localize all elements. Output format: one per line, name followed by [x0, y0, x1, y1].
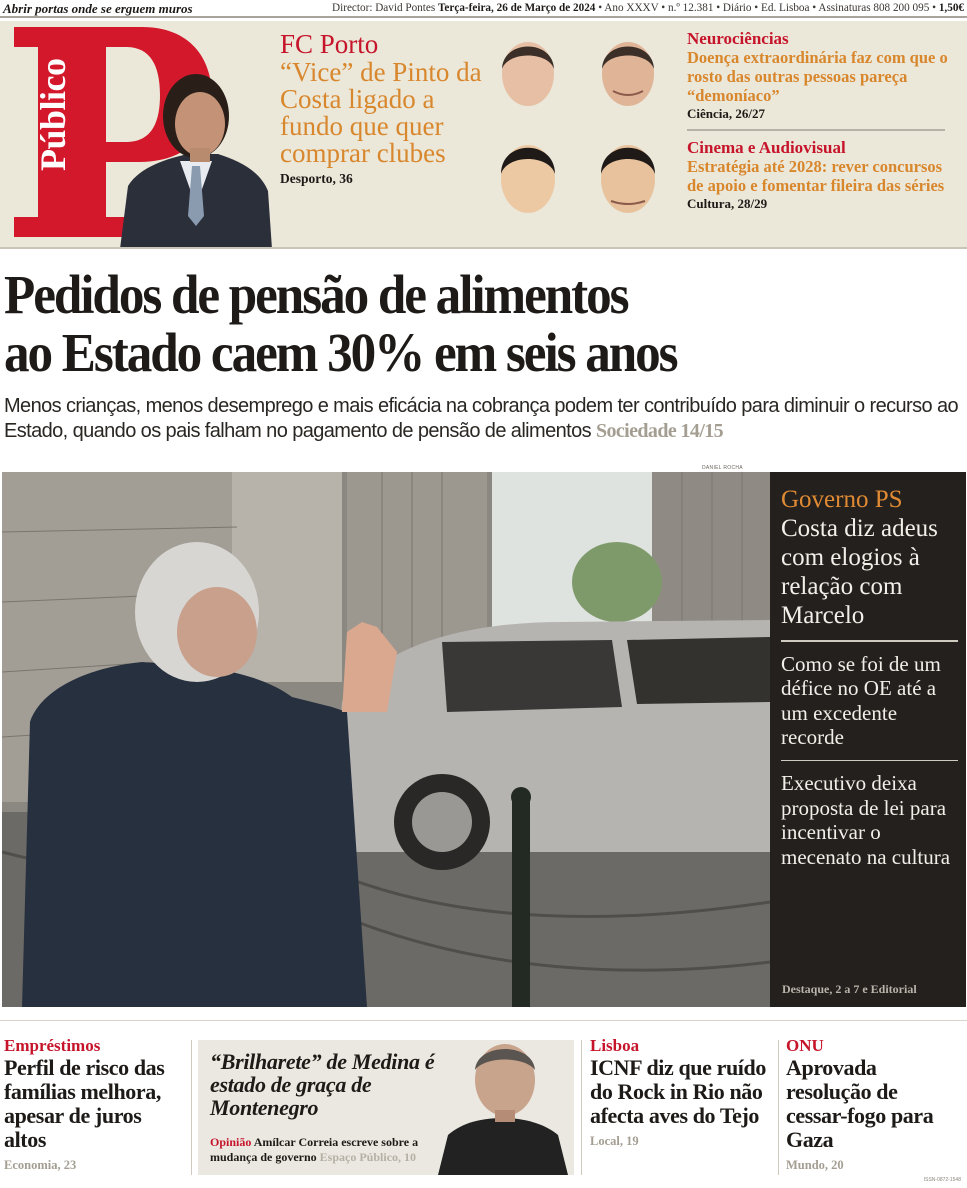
top-bar [0, 0, 967, 18]
issue-date: Terça-feira, 26 de Março de 2024 [438, 2, 596, 14]
divider [778, 1040, 779, 1175]
teasers-right [687, 29, 957, 212]
opinion-box[interactable] [198, 1040, 574, 1175]
sidebar-kicker: Governo PS [781, 486, 903, 513]
issn-code: ISSN-0872-1548 [923, 1177, 961, 1183]
tagline: Abrir portas onde se erguem muros [3, 1, 193, 16]
main-photo[interactable] [2, 472, 770, 1007]
teaser-headline[interactable]: “Vice” de Pinto da Costa ligado a fundo que quer comprar clubes [280, 57, 482, 168]
columnist-portrait [433, 1040, 573, 1175]
story-emprestimos[interactable] [4, 1036, 186, 1173]
story-page-ref: Local, 19 [590, 1134, 639, 1148]
teaser-headline[interactable]: Estratégia até 2028: rever concursos de apoio e fomentar fileira das séries [687, 157, 945, 195]
opinion-headline[interactable]: “Brilharete” de Medina é estado de graça de Montenegro [210, 1049, 435, 1120]
main-page-ref: Sociedade 14/15 [595, 420, 724, 442]
main-standfirst [4, 394, 964, 444]
edition-meta [332, 2, 964, 14]
divider [0, 1020, 967, 1021]
faces-illustration[interactable] [493, 29, 673, 239]
standfirst-text: Menos crianças, menos desemprego e mais eficácia na cobrança podem ter contribuído para diminuir o recurso ao Estado, quando os pais falham no pagamento de pensão de alimentos [4, 395, 959, 442]
teaser-page-ref: Ciência, 26/27 [687, 106, 765, 121]
divider [781, 760, 958, 762]
divider [781, 640, 958, 642]
story-lisboa[interactable] [590, 1036, 775, 1149]
sidebar-governo-ps[interactable] [770, 472, 966, 1007]
sidebar-subhead-1[interactable]: Como se foi de um défice no OE até a um excedente recorde [781, 651, 941, 749]
photo-credit: DANIEL ROCHA [702, 465, 743, 471]
story-page-ref: Economia, 23 [4, 1158, 77, 1172]
sidebar-subhead-2[interactable]: Executivo deixa proposta de lei para incentivar o mecenato na cultura [781, 771, 951, 869]
opinion-page-ref: Espaço Público, 10 [319, 1150, 417, 1164]
teaser-kicker: Neurociências [687, 29, 789, 48]
teaser-kicker: FC Porto [280, 29, 379, 59]
story-kicker: ONU [786, 1036, 824, 1055]
price: 1,50€ [938, 2, 964, 14]
masthead [0, 21, 967, 249]
story-headline[interactable]: ICNF diz que ruído do Rock in Rio não afecta aves do Tejo [590, 1055, 766, 1128]
main-headline[interactable] [4, 266, 677, 382]
teaser-kicker: Cinema e Audiovisual [687, 138, 846, 157]
story-page-ref: Mundo, 20 [786, 1158, 844, 1172]
teaser-fc-porto[interactable] [280, 29, 485, 187]
sidebar-page-ref: Destaque, 2 a 7 e Editorial [782, 982, 917, 996]
story-headline[interactable]: Perfil de risco das famílias melhora, apesar de juros altos [4, 1055, 165, 1152]
edition-info: • Ano XXXV • n.º 12.381 • Diário • Ed. Lisboa • Assinaturas 808 200 095 • [595, 2, 939, 14]
story-kicker: Empréstimos [4, 1036, 101, 1055]
sidebar-headline[interactable]: Costa diz adeus com elogios à relação com Marcelo [781, 515, 938, 629]
opinion-label: Opinião [210, 1135, 252, 1149]
teaser-neurociencias[interactable] [687, 29, 957, 122]
main-headline-line-2: ao Estado caem 30% em seis anos [4, 322, 677, 383]
story-onu[interactable] [786, 1036, 961, 1173]
divider [687, 129, 945, 131]
teaser-cinema[interactable] [687, 138, 957, 212]
teaser-headline[interactable]: Doença extraordinária faz com que o rosto das outras pessoas pareça “demoníaco” [687, 48, 948, 105]
teaser-page-ref: Cultura, 28/29 [687, 196, 768, 211]
divider [581, 1040, 582, 1175]
opinion-text: Amílcar Correia escreve sobre a mudança de governo [210, 1135, 419, 1164]
story-headline[interactable]: Aprovada resolução de cessar-fogo para Gaza [786, 1055, 934, 1152]
main-headline-line-1: Pedidos de pensão de alimentos [4, 264, 628, 325]
story-kicker: Lisboa [590, 1036, 640, 1055]
teaser-page-ref: Desporto, 36 [280, 171, 353, 186]
logo-wordmark[interactable]: Público [33, 58, 73, 171]
opinion-blurb [210, 1135, 445, 1165]
portrait-photo-fc-porto[interactable] [100, 66, 275, 249]
director: Director: David Pontes [332, 2, 436, 14]
divider [191, 1040, 192, 1175]
